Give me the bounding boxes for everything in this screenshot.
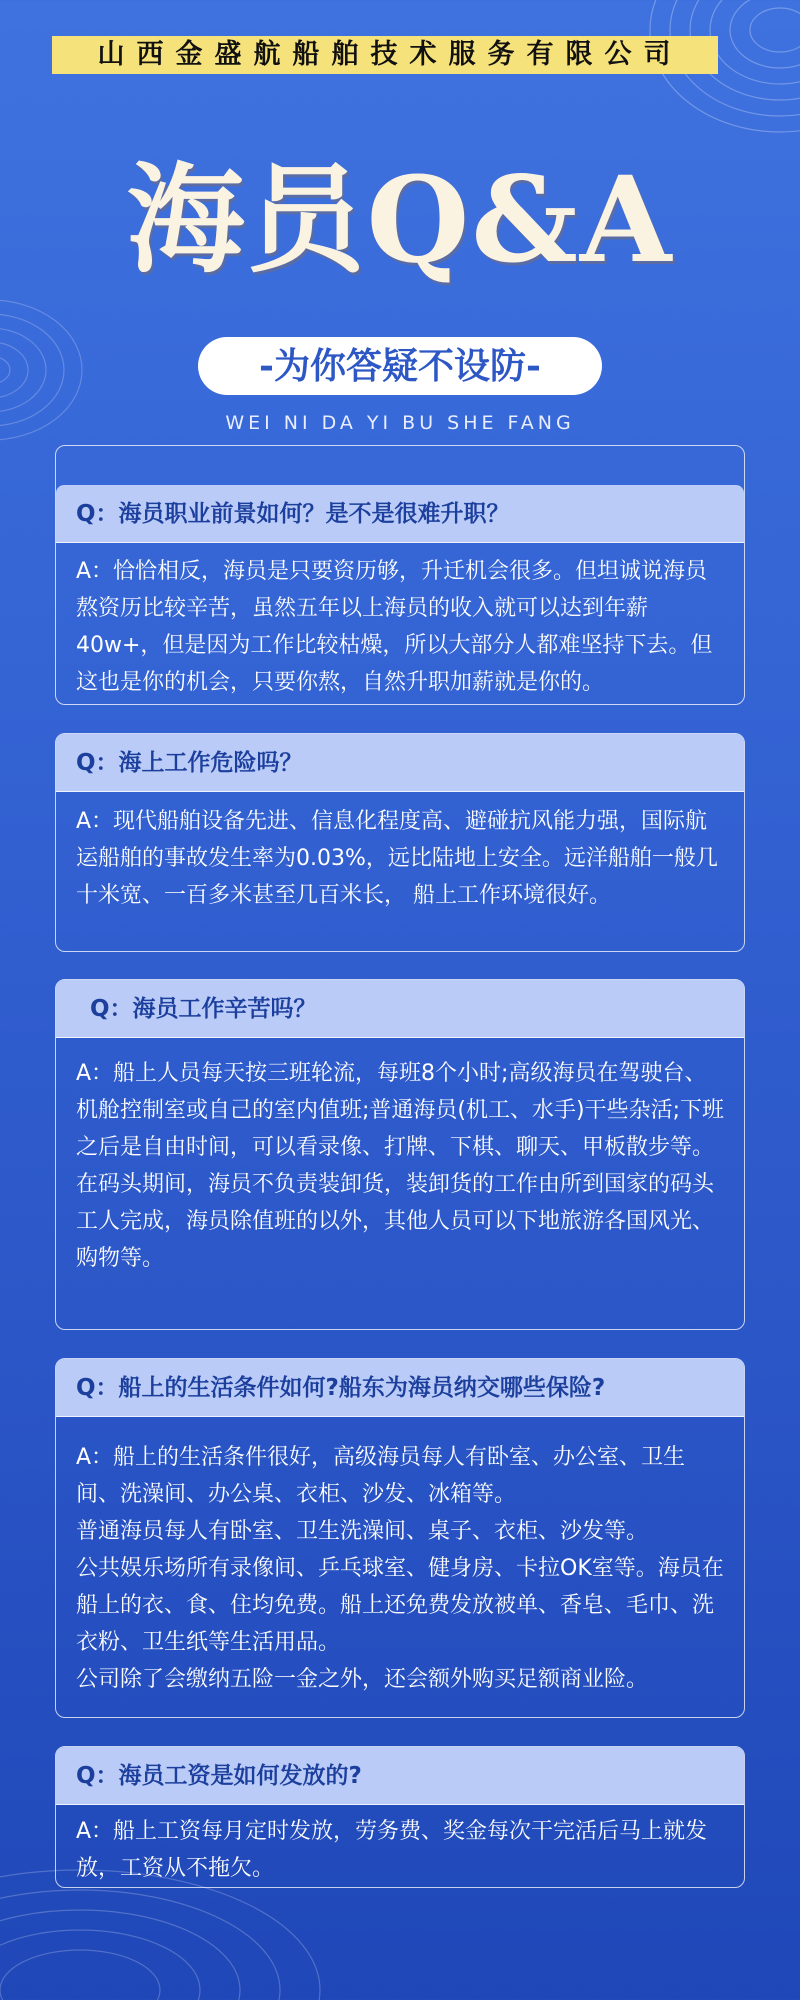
question-bar: Q：海员工资是如何发放的? xyxy=(56,1747,744,1805)
answer-paragraph: A：船上工资每月定时发放，劳务费、奖金每次干完活后马上就发放，工资从不拖欠。 xyxy=(76,1819,708,1881)
subtitle-pill: -为你答疑不设防- xyxy=(198,337,602,395)
answer-text xyxy=(76,1439,728,1698)
answer-paragraph: A：船上的生活条件很好，高级海员每人有卧室、办公室、卫生间、洗澡间、办公桌、衣柜、沙发、冰箱等。 xyxy=(76,1445,686,1507)
qa-card xyxy=(55,979,745,1330)
answer-paragraph: A：现代船舶设备先进、信息化程度高、避碰抗风能力强，国际航运船舶的事故发生率为0.03%，远比陆地上安全。远洋船舶一般几十米宽、一百多米甚至几百米长， 船上工作环境很好。 xyxy=(76,809,718,908)
question-bar: Q：海上工作危险吗？ xyxy=(56,734,744,792)
answer-paragraph: A：船上人员每天按三班轮流，每班8个小时;高级海员在驾驶台、机舱控制室或自己的室内值班;普通海员(机工、水手)干些杂活;下班之后是自由时间，可以看录像、打牌、下棋、聊天、甲板散步等。 xyxy=(76,1061,724,1160)
qa-card xyxy=(55,1358,745,1718)
qa-card xyxy=(55,445,745,705)
answer-paragraph: 公司除了会缴纳五险一金之外，还会额外购买足额商业险。 xyxy=(76,1667,649,1692)
answer-paragraph: 在码头期间，海员不负责装卸货，装卸货的工作由所到国家的码头工人完成，海员除值班的以外，其他人员可以下地旅游各国风光、购物等。 xyxy=(76,1172,715,1271)
question-bar: Q：海员职业前景如何？是不是很难升职？ xyxy=(56,485,744,543)
answer-paragraph: 普通海员每人有卧室、卫生洗澡间、桌子、衣柜、沙发等。 xyxy=(76,1519,649,1544)
qa-card xyxy=(55,1746,745,1888)
wave-rings-decoration xyxy=(0,290,110,470)
answer-paragraph: 公共娱乐场所有录像间、乒乓球室、健身房、卡拉OK室等。海员在船上的衣、食、住均免费。船上还免费发放被单、香皂、毛巾、洗衣粉、卫生纸等生活用品。 xyxy=(76,1556,724,1655)
question-bar: Q：海员工作辛苦吗？ xyxy=(56,980,744,1038)
subtitle-pinyin: WEI NI DA YI BU SHE FANG xyxy=(225,412,575,434)
company-name-banner: 山西金盛航船舶技术服务有限公司 xyxy=(52,36,718,74)
answer-paragraph: A：恰恰相反，海员是只要资历够，升迁机会很多。但坦诚说海员熬资历比较辛苦，虽然五年以上海员的收入就可以达到年薪40w+，但是因为工作比较枯燥，所以大部分人都难坚持下去。但这也是你的机会，只要你熬，自然升职加薪就是你的。 xyxy=(76,559,713,695)
answer-text xyxy=(76,553,728,701)
question-bar: Q：船上的生活条件如何?船东为海员纳交哪些保险? xyxy=(56,1359,744,1417)
page-title: 海员Q&A xyxy=(126,150,674,289)
answer-text xyxy=(76,1813,728,1887)
answer-text xyxy=(76,1055,728,1277)
qa-card xyxy=(55,733,745,952)
answer-text xyxy=(76,803,728,914)
